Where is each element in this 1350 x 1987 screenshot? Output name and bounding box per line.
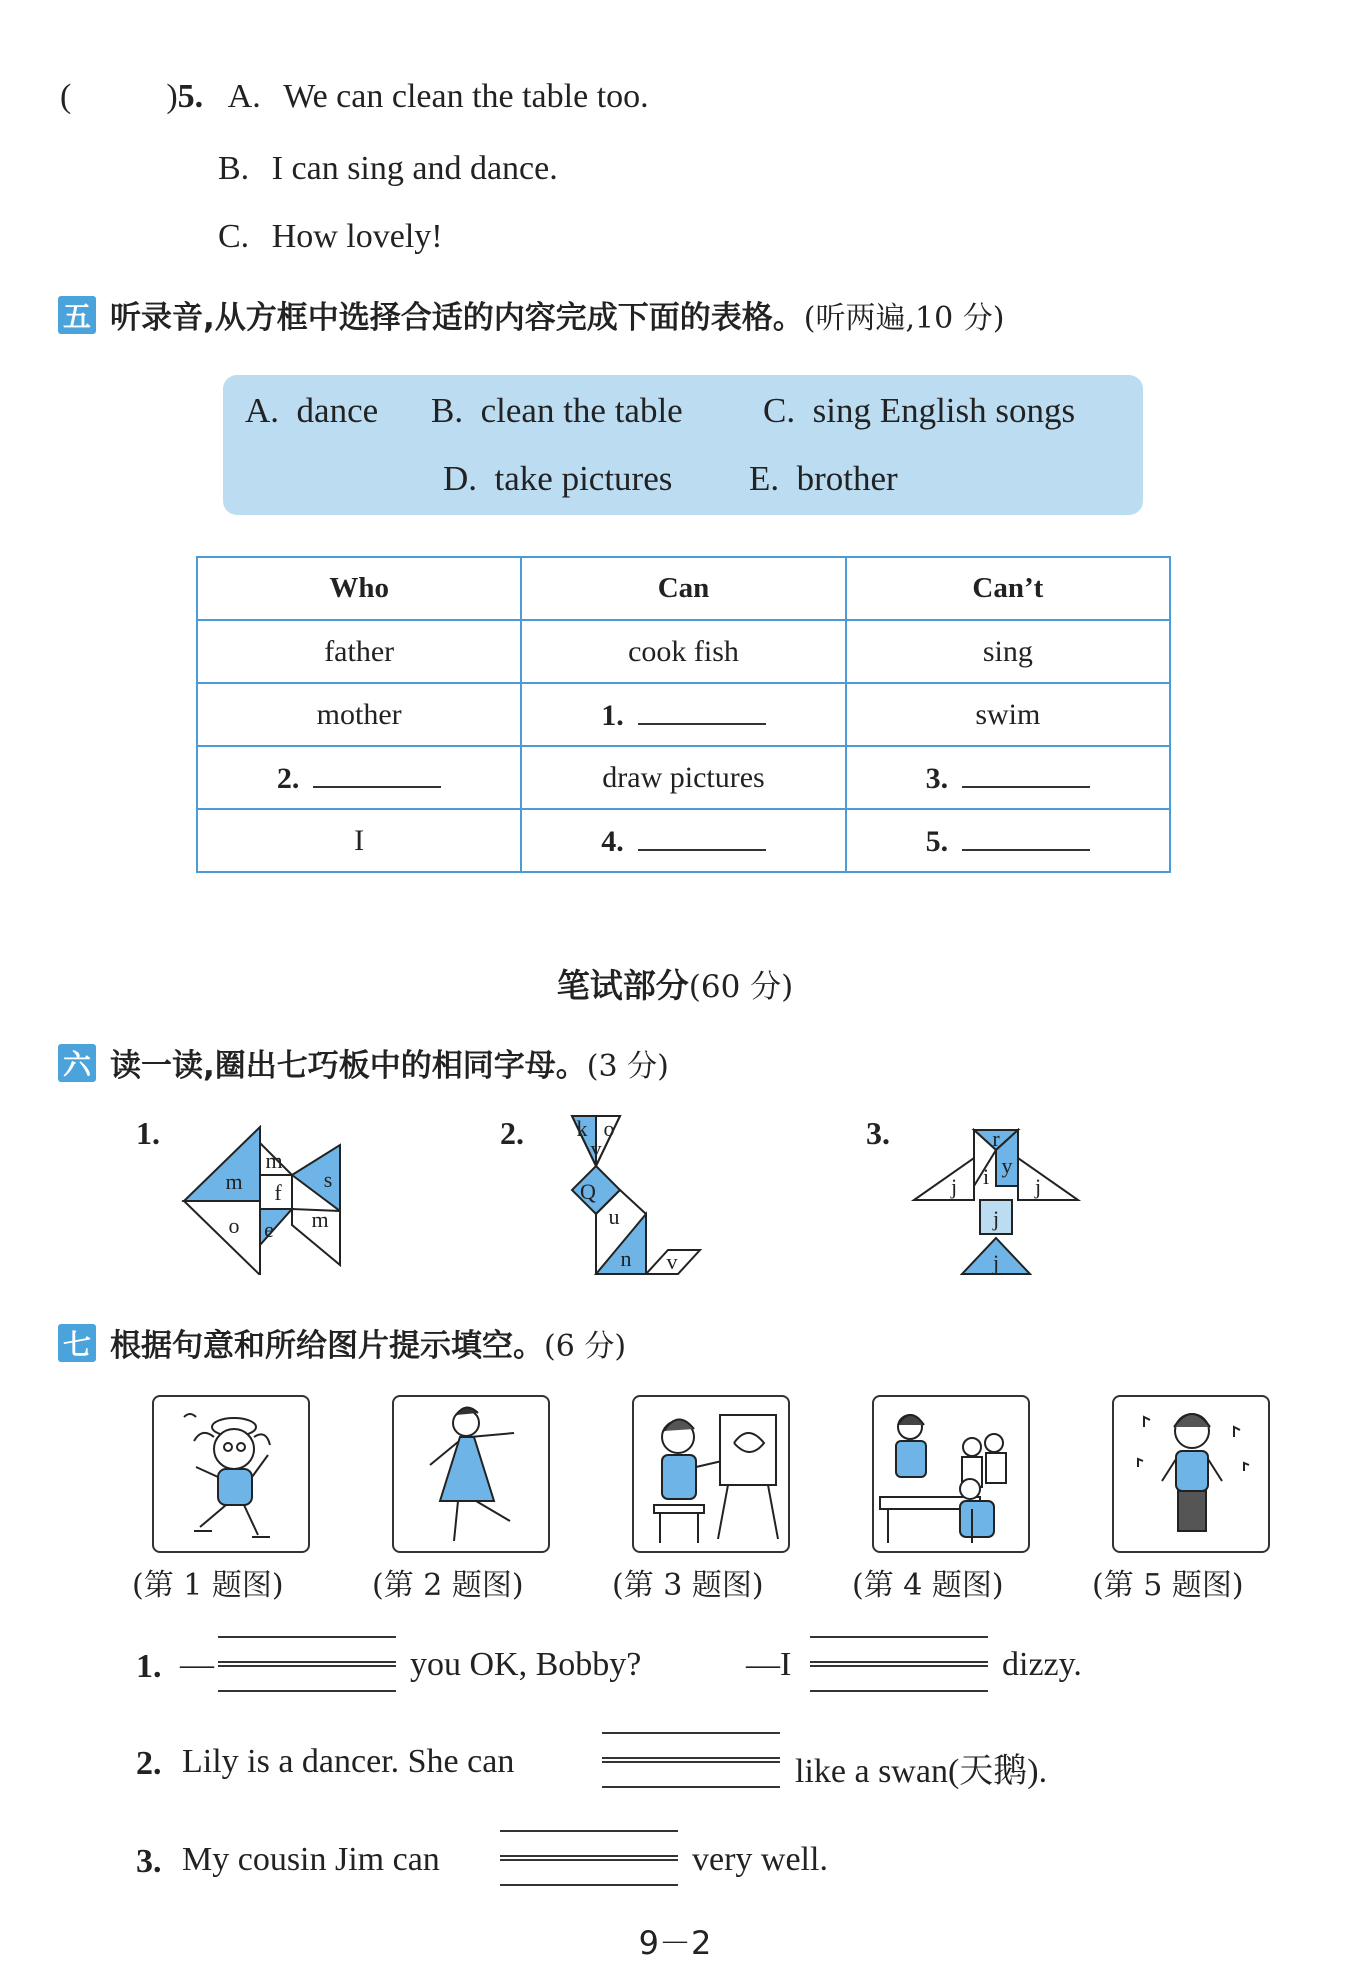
blank-number: 4. xyxy=(601,824,624,858)
singer-icon xyxy=(1114,1397,1268,1551)
tangram-letter[interactable]: m xyxy=(225,1169,243,1194)
answer-blank[interactable] xyxy=(962,760,1090,788)
sentence-1-reply: —I xyxy=(746,1646,792,1683)
option-letter: A. xyxy=(227,78,261,115)
table-cell: mother xyxy=(197,683,521,746)
tangram-2-number: 2. xyxy=(500,1115,524,1151)
tangram-letter[interactable]: u xyxy=(608,1204,620,1229)
tangram-cat xyxy=(560,1114,710,1284)
sentence-1-num xyxy=(136,1648,162,1686)
section-title: 根据句意和所给图片提示填空。 xyxy=(110,1328,544,1364)
tangram-3-number: 3. xyxy=(866,1115,890,1151)
dancer-icon xyxy=(394,1397,548,1551)
tangram-piece xyxy=(292,1145,340,1211)
header-can: Can xyxy=(521,557,845,620)
tangram-piece xyxy=(1018,1158,1078,1200)
q5-row-b xyxy=(218,150,558,188)
section-title: 读一读,圈出七巧板中的相同字母。 xyxy=(110,1048,587,1084)
table-blank-cell[interactable] xyxy=(521,809,845,872)
writing-lines[interactable] xyxy=(500,1830,678,1886)
table-blank-cell[interactable] xyxy=(846,746,1170,809)
table-cell: sing xyxy=(846,620,1170,683)
picture-4 xyxy=(872,1395,1030,1553)
answer-blank[interactable] xyxy=(962,823,1090,851)
option-a xyxy=(245,391,378,431)
table-row xyxy=(197,620,1170,683)
sentence-1-dash: — xyxy=(180,1646,214,1683)
written-part-heading xyxy=(0,960,1350,1007)
picture-3 xyxy=(632,1395,790,1553)
tangram-letter[interactable]: Q xyxy=(580,1179,596,1204)
question-number: 3. xyxy=(136,1843,162,1880)
table-row xyxy=(197,683,1170,746)
option-text: take pictures xyxy=(494,459,673,498)
writing-lines[interactable] xyxy=(218,1636,396,1692)
section-score: (3 分) xyxy=(586,1048,669,1084)
section-badge: 五 xyxy=(58,296,96,334)
option-letter: A. xyxy=(245,391,280,430)
picture-2 xyxy=(392,1395,550,1553)
tangram-1-number: 1. xyxy=(136,1115,160,1151)
section-badge: 七 xyxy=(58,1324,96,1362)
table-cell: draw pictures xyxy=(521,746,845,809)
sentence-3-start: My cousin Jim can xyxy=(182,1841,440,1878)
option-letter: D. xyxy=(443,459,478,498)
section-badge: 六 xyxy=(58,1044,96,1082)
option-b-text: I can sing and dance. xyxy=(271,150,558,187)
table-cell: swim xyxy=(846,683,1170,746)
answer-paren-close: ) xyxy=(166,78,178,115)
answer-blank[interactable] xyxy=(638,697,766,725)
part-title: 笔试部分 xyxy=(556,966,689,1005)
table-cell: father xyxy=(197,620,521,683)
option-letter: C. xyxy=(218,218,250,255)
picture-1 xyxy=(152,1395,310,1553)
tangram-piece xyxy=(914,1158,974,1200)
picture-2-caption: (第 2 题图) xyxy=(372,1568,524,1603)
blank-number: 2. xyxy=(276,761,300,795)
sentence-3-num xyxy=(136,1843,162,1881)
blank-number: 1. xyxy=(601,698,624,732)
table-blank-cell[interactable] xyxy=(197,746,521,809)
tangram-letter[interactable]: m xyxy=(311,1207,329,1232)
sentence-1-end: dizzy. xyxy=(1002,1646,1082,1683)
option-letter: B. xyxy=(218,150,250,187)
sentence-2-end: like a swan(天鹅). xyxy=(795,1753,1048,1790)
writing-lines[interactable] xyxy=(602,1732,780,1788)
tangram-letter[interactable]: n xyxy=(620,1246,632,1271)
picture-3-caption: (第 3 题图) xyxy=(612,1568,764,1603)
picture-5 xyxy=(1112,1395,1270,1553)
option-d xyxy=(443,459,672,499)
tangram-letter[interactable]: m xyxy=(265,1148,283,1173)
answer-paren-open: ( xyxy=(60,78,72,115)
question-number: 1. xyxy=(136,1648,162,1685)
tangram-piece xyxy=(184,1127,260,1201)
table-blank-cell[interactable] xyxy=(521,683,845,746)
blank-number: 3. xyxy=(925,761,949,795)
header-who: Who xyxy=(197,557,521,620)
table-row xyxy=(197,746,1170,809)
tangram-letter[interactable]: f xyxy=(274,1180,282,1205)
painter-icon xyxy=(634,1397,788,1551)
table-cell: cook fish xyxy=(521,620,845,683)
tangram-letter[interactable]: j xyxy=(1034,1174,1042,1199)
picture-4-caption: (第 4 题图) xyxy=(852,1568,1004,1603)
section-7-header xyxy=(58,1320,626,1365)
header-cant: Can’t xyxy=(846,557,1170,620)
tangram-letter[interactable]: j xyxy=(950,1174,958,1199)
tangram-letter[interactable]: r xyxy=(992,1128,1000,1151)
writing-lines[interactable] xyxy=(810,1636,988,1692)
answer-blank[interactable] xyxy=(638,823,766,851)
section-title: 听录音,从方框中选择合适的内容完成下面的表格。 xyxy=(110,300,804,336)
option-text: dance xyxy=(296,391,379,430)
option-e xyxy=(749,459,898,499)
options-box xyxy=(223,375,1143,515)
option-c xyxy=(763,391,1075,431)
question-number: 5. xyxy=(177,78,204,115)
table-row xyxy=(197,809,1170,872)
tangram-piece xyxy=(184,1201,260,1275)
tangram-letter[interactable]: j xyxy=(992,1206,1000,1231)
tangram-letter[interactable]: o xyxy=(603,1116,615,1141)
picture-5-caption: (第 5 题图) xyxy=(1092,1568,1244,1603)
option-c-text: How lovely! xyxy=(271,218,443,255)
tangram-letter[interactable]: j xyxy=(992,1250,1000,1275)
dizzy-character-icon xyxy=(154,1397,308,1551)
sentence-1-middle: you OK, Bobby? xyxy=(410,1646,642,1683)
option-text: sing English songs xyxy=(812,391,1076,430)
table-header-row xyxy=(197,557,1170,620)
option-letter: C. xyxy=(763,391,796,430)
family-cleaning-icon xyxy=(874,1397,1028,1551)
table-cell: I xyxy=(197,809,521,872)
section-score: (6 分) xyxy=(544,1328,627,1364)
section-score: (听两遍,10 分) xyxy=(803,300,1005,336)
tangram-letter[interactable]: o xyxy=(228,1213,240,1238)
sentence-2-start: Lily is a dancer. She can xyxy=(182,1743,515,1780)
tangram-bird xyxy=(910,1128,1082,1278)
option-letter: B. xyxy=(431,391,464,430)
option-text: brother xyxy=(796,459,898,498)
sentence-3-end: very well. xyxy=(692,1841,828,1878)
table-blank-cell[interactable] xyxy=(846,809,1170,872)
answer-blank[interactable] xyxy=(313,760,441,788)
tangram-letter[interactable]: v xyxy=(666,1249,678,1274)
blank-number: 5. xyxy=(925,824,949,858)
tangram-fish xyxy=(180,1125,350,1275)
section-5-header xyxy=(58,292,1004,337)
answer-table xyxy=(196,556,1171,873)
page-number: 9－2 xyxy=(638,1924,712,1962)
tangram-letter[interactable]: k xyxy=(576,1116,588,1141)
sentence-2-num xyxy=(136,1745,162,1783)
q5-row-c xyxy=(218,218,443,256)
tangram-letter[interactable]: y xyxy=(1001,1153,1013,1178)
option-b xyxy=(431,391,683,431)
part-score: (60 分) xyxy=(688,969,794,1005)
picture-1-caption: (第 1 题图) xyxy=(132,1568,284,1603)
section-6-header xyxy=(58,1040,669,1085)
option-text: clean the table xyxy=(480,391,683,430)
question-number: 2. xyxy=(136,1745,162,1782)
tangram-letter[interactable]: v xyxy=(590,1136,602,1161)
tangram-letter[interactable]: i xyxy=(982,1164,990,1189)
q5-row-a xyxy=(60,78,649,116)
tangram-letter[interactable]: s xyxy=(323,1167,333,1192)
option-letter: E. xyxy=(749,459,780,498)
option-a-text: We can clean the table too. xyxy=(283,78,649,115)
tangram-letter[interactable]: e xyxy=(264,1217,274,1242)
